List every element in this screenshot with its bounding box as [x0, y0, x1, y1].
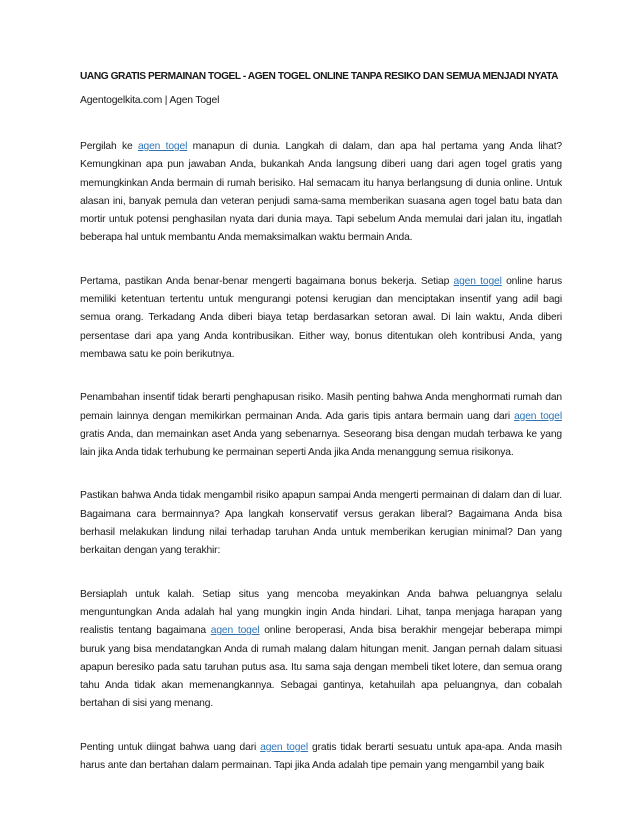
document-page: [80, 70, 562, 775]
agen-togel-link[interactable]: agen togel: [137, 141, 188, 152]
document-subtitle: Agentogelkita.com | Agen Togel: [80, 95, 220, 106]
paragraph-6: Penting untuk diingat bahwa uang dari agen togel gratis tidak berarti sesuatu untuk apa-apa. Anda masih harus ante dan bertahan dalam permainan. Tapi jika Anda adalah tipe pemain yang mengambil yang baik: [80, 741, 562, 772]
agen-togel-link[interactable]: agen togel: [514, 410, 562, 422]
document-title: UANG GRATIS PERMAINAN TOGEL - AGEN TOGEL ONLINE TANPA RESIKO DAN SEMUA MENJADI NYATA: [80, 71, 559, 82]
paragraph-4: Pastikan bahwa Anda tidak mengambil risiko apapun sampai Anda mengerti permainan di dalam dan di luar. Bagaimana cara bermainnya? Apa langkah konservatif versus gerakan liberal? Bagaimana Anda bisa berhasil melakukan lindung nilai terhadap taruhan Anda untuk memberikan kerugian minimal? Dan yang berkaitan dengan yang terakhir:: [80, 490, 562, 557]
paragraph-1: Pergilah ke agen togel manapun di dunia. Langkah di dalam, dan apa hal pertama yang Anda lihat? Kemungkinan apa pun jawaban Anda, bukankah Anda langsung diberi uang dari agen togel gratis yang memungkinkan Anda bermain di rumah berisiko. Hal semacam itu hanya berlangsung di dunia online. Untuk alasan ini, banyak pemula dan veteran penjudi sama-sama memberikan suasana agen togel batu bata dan mortir untuk potensi penghasilan nyata dari dunia maya. Tapi sebelum Anda memulai dari jalan itu, ingatlah beberapa hal untuk membantu Anda memaksimalkan waktu bermain Anda.: [80, 141, 562, 244]
agen-togel-link[interactable]: agen togel: [453, 275, 502, 287]
paragraph-5: Bersiaplah untuk kalah. Setiap situs yang mencoba meyakinkan Anda bahwa peluangnya selalu menguntungkan Anda adalah hal yang mungkin ingin Anda hindari. Lihat, tanpa menjaga harapan yang realistis tentang bagaimana agen togel online beroperasi, Anda bisa berakhir mengejar beberapa mimpi buruk yang bisa mendatangkan Anda di rumah malang dalam hitungan menit. Jangan pernah dalam situasi apapun beresiko pada satu taruhan putus asa. Itu sama saja dengan membeli tiket lotere, dan semua orang tahu Anda tidak akan memenangkannya. Sebagai gantinya, ketahuilah apa peluangnya, dan cobalah bertahan di sisi yang menang.: [80, 588, 562, 710]
paragraph-3: Penambahan insentif tidak berarti penghapusan risiko. Masih penting bahwa Anda menghormati rumah dan pemain lainnya dengan memikirkan permainan Anda. Ada garis tipis antara bermain uang dari agen togel gratis Anda, dan memainkan aset Anda yang sebenarnya. Seseorang bisa dengan mudah terbawa ke yang lain jika Anda tidak terhubung ke permainan seperti Anda jika Anda menanggung semua risikonya.: [80, 392, 562, 459]
agen-togel-link[interactable]: agen togel: [210, 625, 260, 637]
paragraph-2: Pertama, pastikan Anda benar-benar mengerti bagaimana bonus bekerja. Setiap agen togel online harus memiliki ketentuan tertentu untuk mengurangi potensi kerugian dan menciptakan insentif yang adil bagi semua orang. Terkadang Anda diberi biaya tetap berdasarkan setoran awal. Di lain waktu, Anda diberi persentase dari apa yang Anda kontribusikan. Either way, bonus ditentukan oleh kontribusi Anda, yang membawa satu ke poin berikutnya.: [80, 275, 562, 360]
agen-togel-link[interactable]: agen togel: [260, 741, 309, 753]
